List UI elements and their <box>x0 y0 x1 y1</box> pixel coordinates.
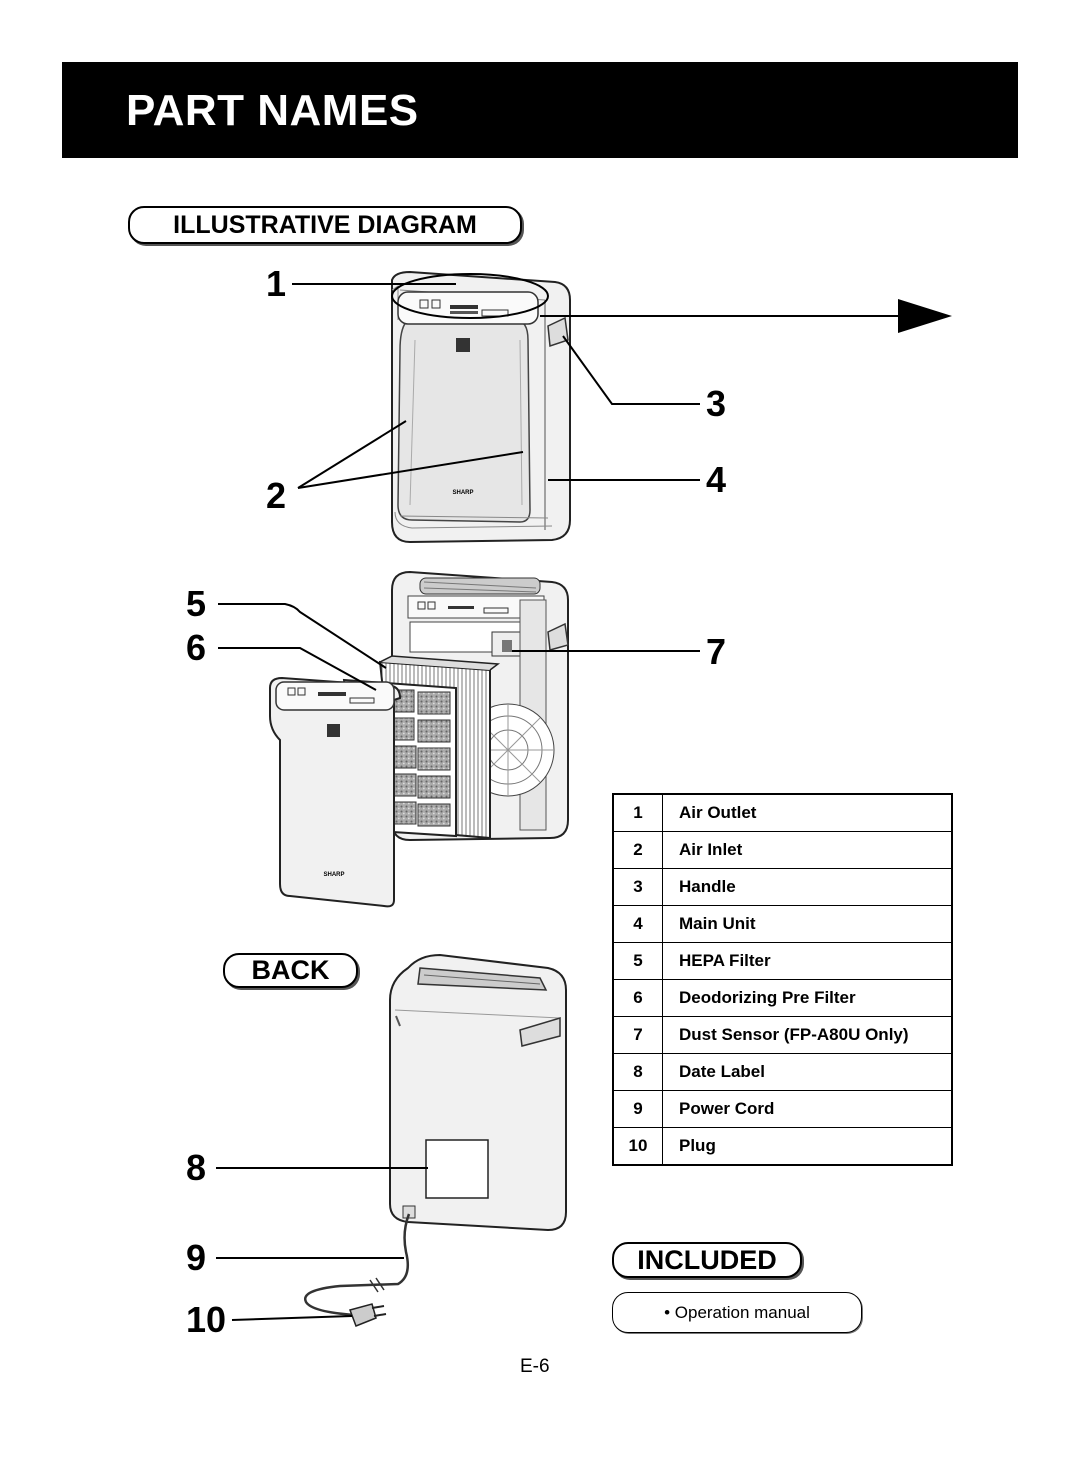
table-row <box>613 980 952 1017</box>
table-row <box>613 1017 952 1054</box>
part-label: Plug <box>663 1128 953 1166</box>
part-number: 2 <box>613 832 663 869</box>
part-number: 4 <box>613 906 663 943</box>
included-item-operation-manual: • Operation manual <box>612 1292 862 1333</box>
part-number: 5 <box>613 943 663 980</box>
part-label: Date Label <box>663 1054 953 1091</box>
part-number: 7 <box>613 1017 663 1054</box>
page-number: E-6 <box>520 1356 550 1377</box>
date-label-area <box>426 1140 488 1198</box>
part-label: Deodorizing Pre Filter <box>663 980 953 1017</box>
part-number: 10 <box>613 1128 663 1166</box>
page-title: PART NAMES <box>126 86 419 135</box>
table-row <box>613 1054 952 1091</box>
callout-5: 5 <box>186 583 207 624</box>
part-number: 1 <box>613 794 663 832</box>
brand-label: SHARP <box>452 490 474 496</box>
back-unit <box>390 955 566 1230</box>
table-row <box>613 869 952 906</box>
part-label: Air Outlet <box>663 794 953 832</box>
section-heading-included: INCLUDED <box>612 1242 802 1278</box>
table-row <box>613 943 952 980</box>
section-heading-back: BACK <box>223 953 358 988</box>
callout-9: 9 <box>186 1237 207 1278</box>
svg-text:SHARP: SHARP <box>323 872 345 878</box>
parts-table <box>612 793 953 1166</box>
part-label: HEPA Filter <box>663 943 953 980</box>
part-label: Dust Sensor (FP-A80U Only) <box>663 1017 953 1054</box>
callout-7: 7 <box>706 631 727 672</box>
part-number: 9 <box>613 1091 663 1128</box>
section-heading-diagram: ILLUSTRATIVE DIAGRAM <box>128 206 522 244</box>
callout-2: 2 <box>266 475 287 516</box>
callout-3: 3 <box>706 383 727 424</box>
table-row <box>613 906 952 943</box>
callout-10: 10 <box>186 1299 227 1340</box>
table-row <box>613 794 952 832</box>
table-row <box>613 1128 952 1166</box>
part-number: 8 <box>613 1054 663 1091</box>
table-row <box>613 832 952 869</box>
part-label: Main Unit <box>663 906 953 943</box>
table-row <box>613 1091 952 1128</box>
callout-4: 4 <box>706 459 727 500</box>
part-label: Air Inlet <box>663 832 953 869</box>
callout-6: 6 <box>186 627 207 668</box>
part-number: 6 <box>613 980 663 1017</box>
part-label: Power Cord <box>663 1091 953 1128</box>
part-number: 3 <box>613 869 663 906</box>
callout-8: 8 <box>186 1147 207 1188</box>
front-panel <box>270 678 400 906</box>
callout-1: 1 <box>266 263 287 304</box>
part-label: Handle <box>663 869 953 906</box>
